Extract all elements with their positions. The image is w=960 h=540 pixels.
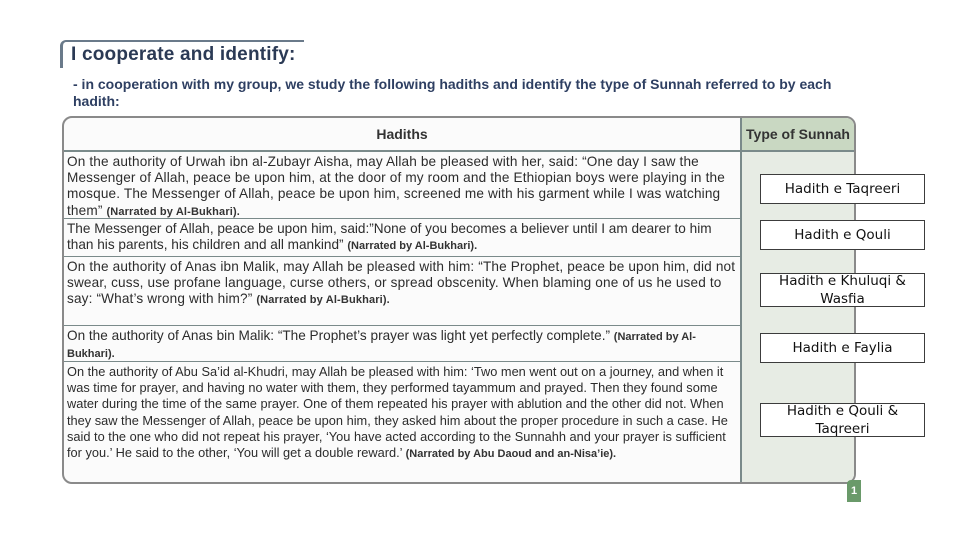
table-row xyxy=(64,152,740,219)
answer-box-2: Hadith e Qouli xyxy=(760,220,925,250)
answer-box-1: Hadith e Taqreeri xyxy=(760,174,925,204)
table-row xyxy=(64,326,740,362)
answer-box-4: Hadith e Faylia xyxy=(760,333,925,363)
hadith-text: On the authority of Anas bin Malik: “The Prophet’s prayer was light yet perfectly complete.” xyxy=(67,328,610,343)
answer-box-5: Hadith e Qouli & Taqreeri xyxy=(760,403,925,437)
hadith-text: On the authority of Anas ibn Malik, may Allah be pleased with him: “The Prophet, peace be upon him, did not swear, cuss, use profane language, curse others, or spread obscenity. When blaming one of us he used to say: “What’s wrong with him?” xyxy=(67,259,736,307)
column-header-type: Type of Sunnah xyxy=(742,118,854,152)
table-row xyxy=(64,257,740,326)
page-number-badge: 1 xyxy=(847,480,861,502)
hadith-text: The Messenger of Allah, peace be upon him, said:”None of you becomes a believer until I am dearer to him than his parents, his children and all mankind” xyxy=(67,221,712,253)
narrator-note: (Narrated by Al-Bukhari). xyxy=(67,331,696,361)
answer-box-3: Hadith e Khuluqi & Wasfia xyxy=(760,273,925,307)
instruction-text: - in cooperation with my group, we study the following hadiths and identify the type of Sunnah referred to by each hadith: xyxy=(73,76,832,109)
hadith-table xyxy=(62,116,856,484)
narrator-note: (Narrated by Al-Bukhari). xyxy=(106,205,240,218)
narrator-note: (Narrated by Al-Bukhari). xyxy=(347,240,478,253)
section-title: I cooperate and identify: xyxy=(71,44,296,65)
section-heading-box xyxy=(60,40,304,68)
hadith-text: On the authority of Abu Sa’id al-Khudri, may Allah be pleased with him: ‘Two men went out on a journey, and when it was time for prayer, and having no water with them, they performed tayammum and prayed. Then they found some water during the time of the same prayer. One of them repeated his prayer with ablution and the other did not. When they saw the Messenger of Allah, peace be upon him, they asked him about the proper procedure in such a case. He said to the one who did not repeat his prayer, ‘You have acted according to the Sunnahh and your prayer is sufficient for you.’ He said to the other, ‘You will get a double reward.’ xyxy=(67,364,728,461)
narrator-note: (Narrated by Al-Bukhari). xyxy=(256,294,390,307)
column-header-hadiths: Hadiths xyxy=(64,118,740,152)
hadith-text: On the authority of Urwah ibn al-Zubayr Aisha, may Allah be pleased with her, said: “One day I saw the Messenger of Allah, peace be upon him, at the door of my room and the Ethiopian boys were playing in the mosque. The Messenger of Allah, peace be upon him, screened me with his garment while I was watching them” xyxy=(67,154,725,218)
hadiths-column xyxy=(64,118,742,482)
table-row xyxy=(64,362,740,482)
table-row xyxy=(64,219,740,257)
narrator-note: (Narrated by Abu Daoud and an-Nisa’ie). xyxy=(405,448,617,461)
